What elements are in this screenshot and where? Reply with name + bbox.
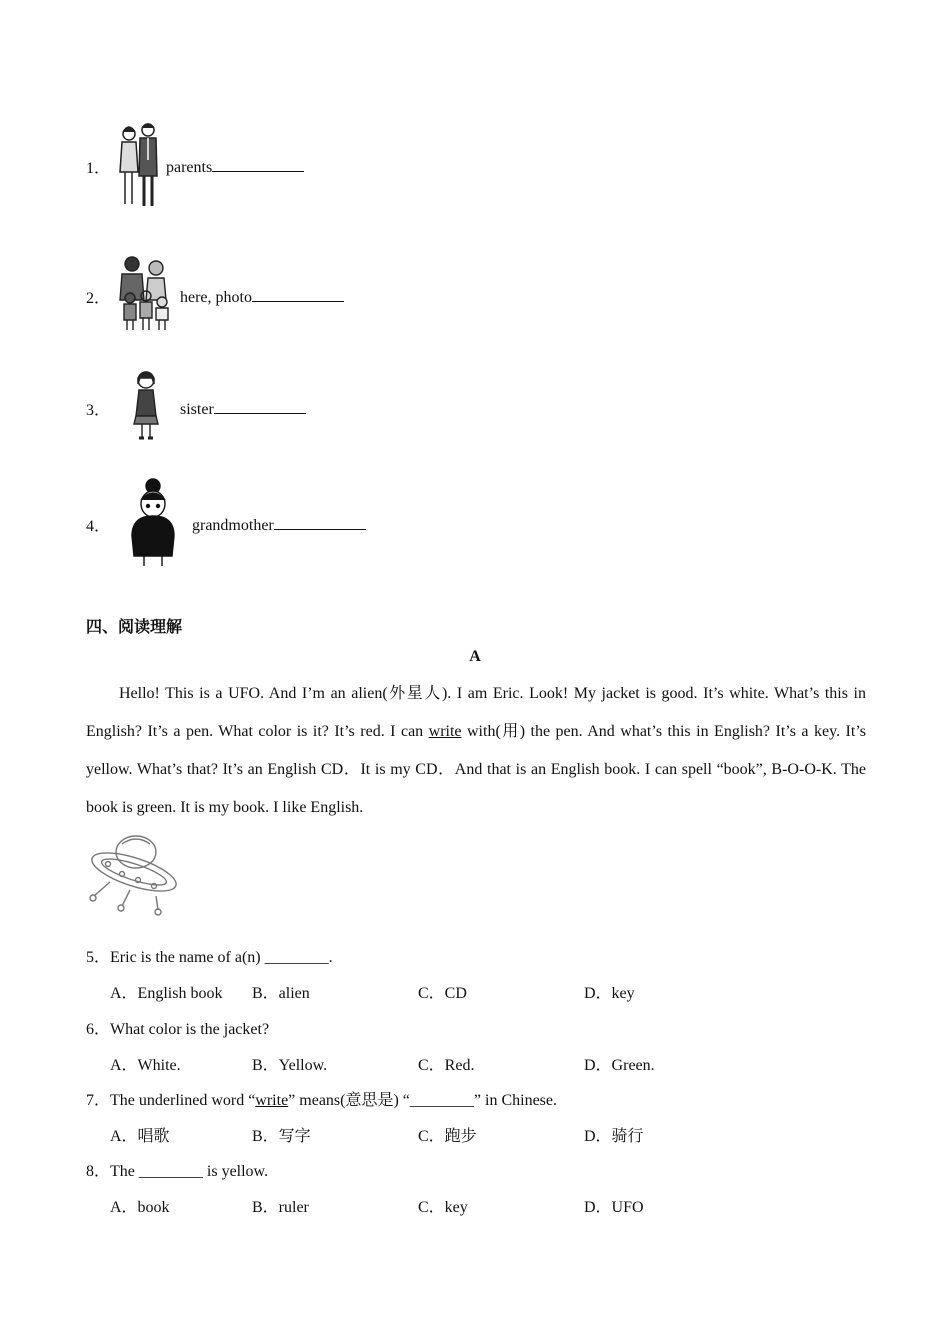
question-6 [86, 1016, 269, 1039]
answer-blank[interactable] [212, 157, 304, 172]
item-number: 3． [86, 402, 111, 419]
option-a[interactable]: A．English book [110, 985, 223, 1002]
passage-title: A [469, 648, 481, 665]
underlined-word: write [428, 723, 462, 740]
vocab-word: here, photo [180, 287, 344, 307]
sister-icon [128, 368, 164, 449]
option-d[interactable]: D．key [584, 985, 635, 1002]
option-d[interactable]: D．UFO [584, 1199, 644, 1216]
question-stem: What color is the jacket? [110, 1021, 270, 1038]
question-number: 7． [86, 1092, 111, 1109]
question-7 [86, 1087, 557, 1110]
passage-text-2: with(用) the pen. And what’s this in English? It’s a key. It’s yellow. What’s that? It’s an English CD．It is my CD．And that is an English book. I can spell “book”, B-O-O-K. The book is green. It is my book. I like English. [86, 723, 866, 816]
grandmother-icon [124, 476, 182, 573]
option-c[interactable]: C．Red. [418, 1057, 475, 1074]
vocab-word: grandmother [192, 515, 366, 535]
question-number: 6． [86, 1021, 111, 1038]
vocab-item-4 [86, 476, 366, 573]
parents-icon [116, 120, 162, 213]
option-a[interactable]: A．book [110, 1199, 170, 1216]
option-b[interactable]: B．ruler [252, 1199, 309, 1216]
vocab-item-3 [86, 368, 306, 449]
passage-text-1: Hello! This is a UFO. And I’m an alien(外星人). I am Eric. Look! My jacket is good. It’s white. What’s this in English? It’s a pen. What color is it? It’s red. I can [86, 685, 866, 740]
family-icon [116, 254, 174, 339]
option-d[interactable]: D．Green. [584, 1057, 655, 1074]
question-stem-before: The underlined word “ [110, 1092, 256, 1109]
question-stem-after: ” means(意思是) “________” in Chinese. [288, 1092, 558, 1109]
option-b[interactable]: B．alien [252, 985, 310, 1002]
section-title: 四、阅读理解 [86, 617, 183, 636]
option-b[interactable]: B．写字 [252, 1128, 311, 1145]
option-d[interactable]: D．骑行 [584, 1128, 644, 1145]
question-number: 5． [86, 949, 111, 966]
ufo-icon [86, 830, 182, 921]
reading-passage [86, 675, 866, 827]
vocab-word: sister [180, 399, 306, 419]
answer-blank[interactable] [274, 515, 366, 530]
option-c[interactable]: C．CD [418, 985, 467, 1002]
vocab-item-1 [86, 120, 304, 213]
item-number: 4． [86, 518, 111, 535]
option-c[interactable]: C．跑步 [418, 1128, 477, 1145]
question-stem: Eric is the name of a(n) ________. [110, 949, 333, 966]
answer-blank[interactable] [252, 287, 344, 302]
question-underlined-word: write [255, 1092, 289, 1109]
vocab-item-2 [86, 254, 344, 339]
vocab-word: parents [166, 157, 304, 177]
option-b[interactable]: B．Yellow. [252, 1057, 328, 1074]
question-5 [86, 944, 333, 967]
question-number: 8． [86, 1163, 111, 1180]
option-a[interactable]: A．唱歌 [110, 1128, 170, 1145]
option-c[interactable]: C．key [418, 1199, 468, 1216]
option-a[interactable]: A．White. [110, 1057, 181, 1074]
answer-blank[interactable] [214, 399, 306, 414]
item-number: 1． [86, 160, 111, 177]
item-number: 2． [86, 290, 111, 307]
question-stem: The ________ is yellow. [110, 1163, 269, 1180]
question-8 [86, 1158, 268, 1181]
